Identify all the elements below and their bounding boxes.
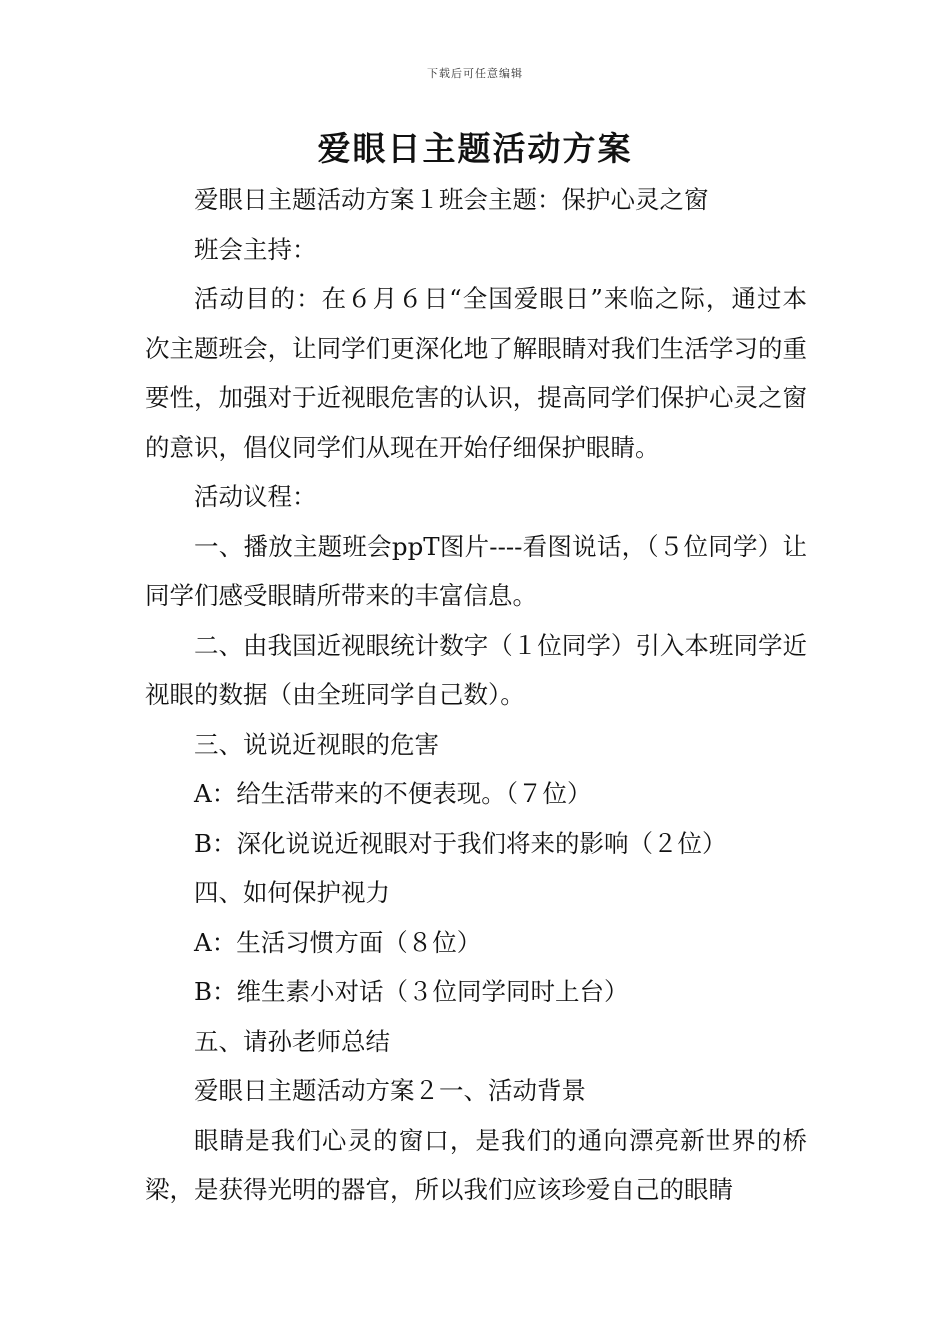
header-note: 下载后可任意编辑 <box>427 67 523 80</box>
paragraph: 三、说说近视眼的危害 <box>194 729 439 759</box>
paragraph: B：深化说说近视眼对于我们将来的影响（２位） <box>194 828 727 858</box>
paragraph: 爱眼日主题活动方案２一、活动背景 <box>194 1076 586 1105</box>
paragraph: 一、播放主题班会ppT图片----看图说话，（５位同学）让同学们感受眼睛所带来的丰富信息。 <box>145 531 807 610</box>
paragraph: A：给生活带来的不便表现。（７位） <box>194 779 592 808</box>
paragraph: A：生活习惯方面（８位） <box>194 927 482 957</box>
paragraph: 五、请孙老师总结 <box>194 1026 390 1056</box>
paragraph: 二、由我国近视眼统计数字（１位同学）引入本班同学近视眼的数据（由全班同学自己数）。 <box>145 630 807 709</box>
paragraph: 眼睛是我们心灵的窗口，是我们的通向漂亮新世界的桥梁，是获得光明的器官，所以我们应该珍爱自己的眼睛 <box>145 1125 807 1204</box>
document-body <box>145 175 807 1215</box>
paragraph: 活动目的：在６月６日“全国爱眼日”来临之际，通过本次主题班会，让同学们更深化地了解眼睛对我们生活学习的重要性，加强对于近视眼危害的认识，提高同学们保护心灵之窗的意识，倡仪同学们从现在开始仔细保护眼睛。 <box>145 284 807 462</box>
paragraph: 四、如何保护视力 <box>194 878 390 907</box>
paragraph: B：维生素小对话（３位同学同时上台） <box>194 977 629 1006</box>
document-title: 爱眼日主题活动方案 <box>317 129 633 168</box>
paragraph: 班会主持： <box>194 234 317 264</box>
paragraph: 活动议程： <box>194 482 317 511</box>
paragraph: 爱眼日主题活动方案１班会主题：保护心灵之窗 <box>194 185 709 214</box>
